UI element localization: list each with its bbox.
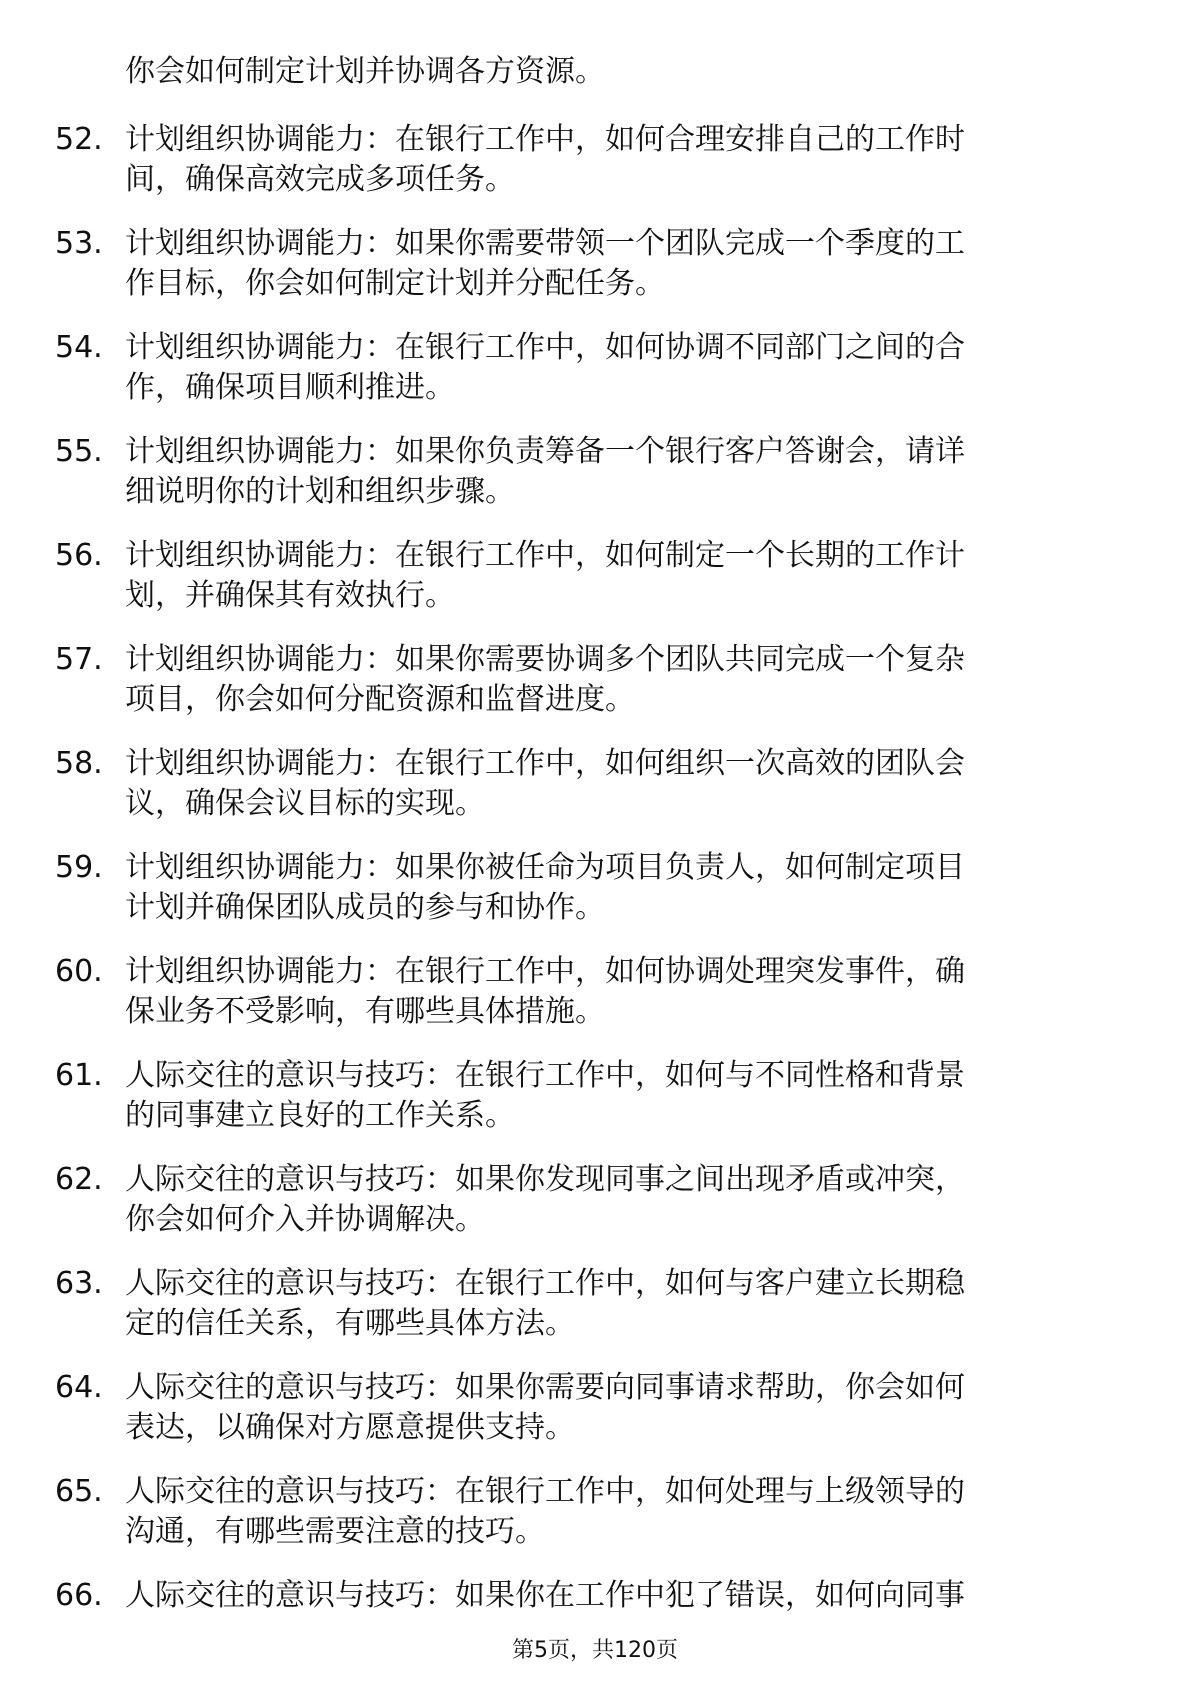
question-number: 52.: [55, 122, 103, 157]
question-text-line: 人际交往的意识与技巧：如果你在工作中犯了错误，如何向同事: [125, 1578, 965, 1613]
question-text-line: 项目，你会如何分配资源和监督进度。: [125, 682, 635, 717]
question-text-line: 计划组织协调能力：如果你负责筹备一个银行客户答谢会，请详: [125, 434, 965, 469]
question-item: [0, 432, 1190, 536]
question-text-line: 计划组织协调能力：在银行工作中，如何协调处理突发事件，确: [125, 954, 965, 989]
question-text: [125, 1472, 1115, 1552]
question-text: [125, 1576, 1115, 1616]
question-text-line: 计划组织协调能力：如果你需要协调多个团队共同完成一个复杂: [125, 642, 965, 677]
question-item: [0, 536, 1190, 640]
question-text-line: 议，确保会议目标的实现。: [125, 786, 485, 821]
question-text: [125, 1056, 1115, 1136]
question-text: [125, 1264, 1115, 1344]
question-number: 55.: [55, 434, 103, 469]
page-footer: 第5页，共120页: [512, 1638, 678, 1663]
question-number: 62.: [55, 1162, 103, 1197]
question-item: [0, 1160, 1190, 1264]
question-item: [0, 1368, 1190, 1472]
question-number: 66.: [55, 1578, 103, 1613]
question-text: [125, 536, 1115, 616]
question-text-line: 划，并确保其有效执行。: [125, 578, 455, 613]
question-text-line: 人际交往的意识与技巧：在银行工作中，如何处理与上级领导的: [125, 1474, 965, 1509]
question-text: [125, 640, 1115, 720]
question-number: 56.: [55, 538, 103, 573]
question-item: [0, 1056, 1190, 1160]
question-number: 53.: [55, 226, 103, 261]
question-text: [125, 328, 1115, 408]
question-text-line: 你会如何介入并协调解决。: [125, 1202, 485, 1237]
question-number: 54.: [55, 330, 103, 365]
question-number: 57.: [55, 642, 103, 677]
question-number: 59.: [55, 850, 103, 885]
question-text-line: 作，确保项目顺利推进。: [125, 370, 455, 405]
question-text: [125, 1160, 1115, 1240]
question-text: [125, 952, 1115, 1032]
question-text-line: 计划组织协调能力：在银行工作中，如何制定一个长期的工作计: [125, 538, 965, 573]
question-text-line: 保业务不受影响，有哪些具体措施。: [125, 994, 605, 1029]
question-text: [125, 120, 1115, 200]
question-text: [125, 432, 1115, 512]
question-item: [0, 952, 1190, 1056]
question-text-line: 细说明你的计划和组织步骤。: [125, 474, 515, 509]
question-text-line: 沟通，有哪些需要注意的技巧。: [125, 1514, 545, 1549]
question-item: [0, 224, 1190, 328]
question-text: [125, 224, 1115, 304]
question-item: [0, 848, 1190, 952]
question-number: 63.: [55, 1266, 103, 1301]
question-list: [0, 120, 1190, 1680]
question-text-line: 人际交往的意识与技巧：如果你发现同事之间出现矛盾或冲突，: [125, 1162, 965, 1197]
question-number: 58.: [55, 746, 103, 781]
question-item: [0, 640, 1190, 744]
question-text: [125, 744, 1115, 824]
question-item: [0, 1472, 1190, 1576]
question-text-line: 计划组织协调能力：在银行工作中，如何合理安排自己的工作时: [125, 122, 965, 157]
question-text-line: 计划组织协调能力：在银行工作中，如何协调不同部门之间的合: [125, 330, 965, 365]
question-text-line: 表达，以确保对方愿意提供支持。: [125, 1410, 575, 1445]
question-number: 61.: [55, 1058, 103, 1093]
question-number: 65.: [55, 1474, 103, 1509]
question-text-line: 定的信任关系，有哪些具体方法。: [125, 1306, 575, 1341]
question-item: [0, 120, 1190, 224]
question-item: [0, 1264, 1190, 1368]
question-number: 64.: [55, 1370, 103, 1405]
question-item: [0, 744, 1190, 848]
continuation-text: 你会如何制定计划并协调各方资源。: [125, 54, 605, 89]
question-text-line: 间，确保高效完成多项任务。: [125, 162, 515, 197]
question-text-line: 计划组织协调能力：如果你被任命为项目负责人，如何制定项目: [125, 850, 965, 885]
question-text-line: 计划组织协调能力：在银行工作中，如何组织一次高效的团队会: [125, 746, 965, 781]
question-number: 60.: [55, 954, 103, 989]
question-text: [125, 848, 1115, 928]
question-text: [125, 1368, 1115, 1448]
question-item: [0, 328, 1190, 432]
question-text-line: 计划并确保团队成员的参与和协作。: [125, 890, 605, 925]
question-text-line: 人际交往的意识与技巧：在银行工作中，如何与客户建立长期稳: [125, 1266, 965, 1301]
question-text-line: 的同事建立良好的工作关系。: [125, 1098, 515, 1133]
question-text-line: 人际交往的意识与技巧：在银行工作中，如何与不同性格和背景: [125, 1058, 965, 1093]
question-text-line: 计划组织协调能力：如果你需要带领一个团队完成一个季度的工: [125, 226, 965, 261]
question-text-line: 人际交往的意识与技巧：如果你需要向同事请求帮助，你会如何: [125, 1370, 965, 1405]
question-text-line: 作目标，你会如何制定计划并分配任务。: [125, 266, 665, 301]
